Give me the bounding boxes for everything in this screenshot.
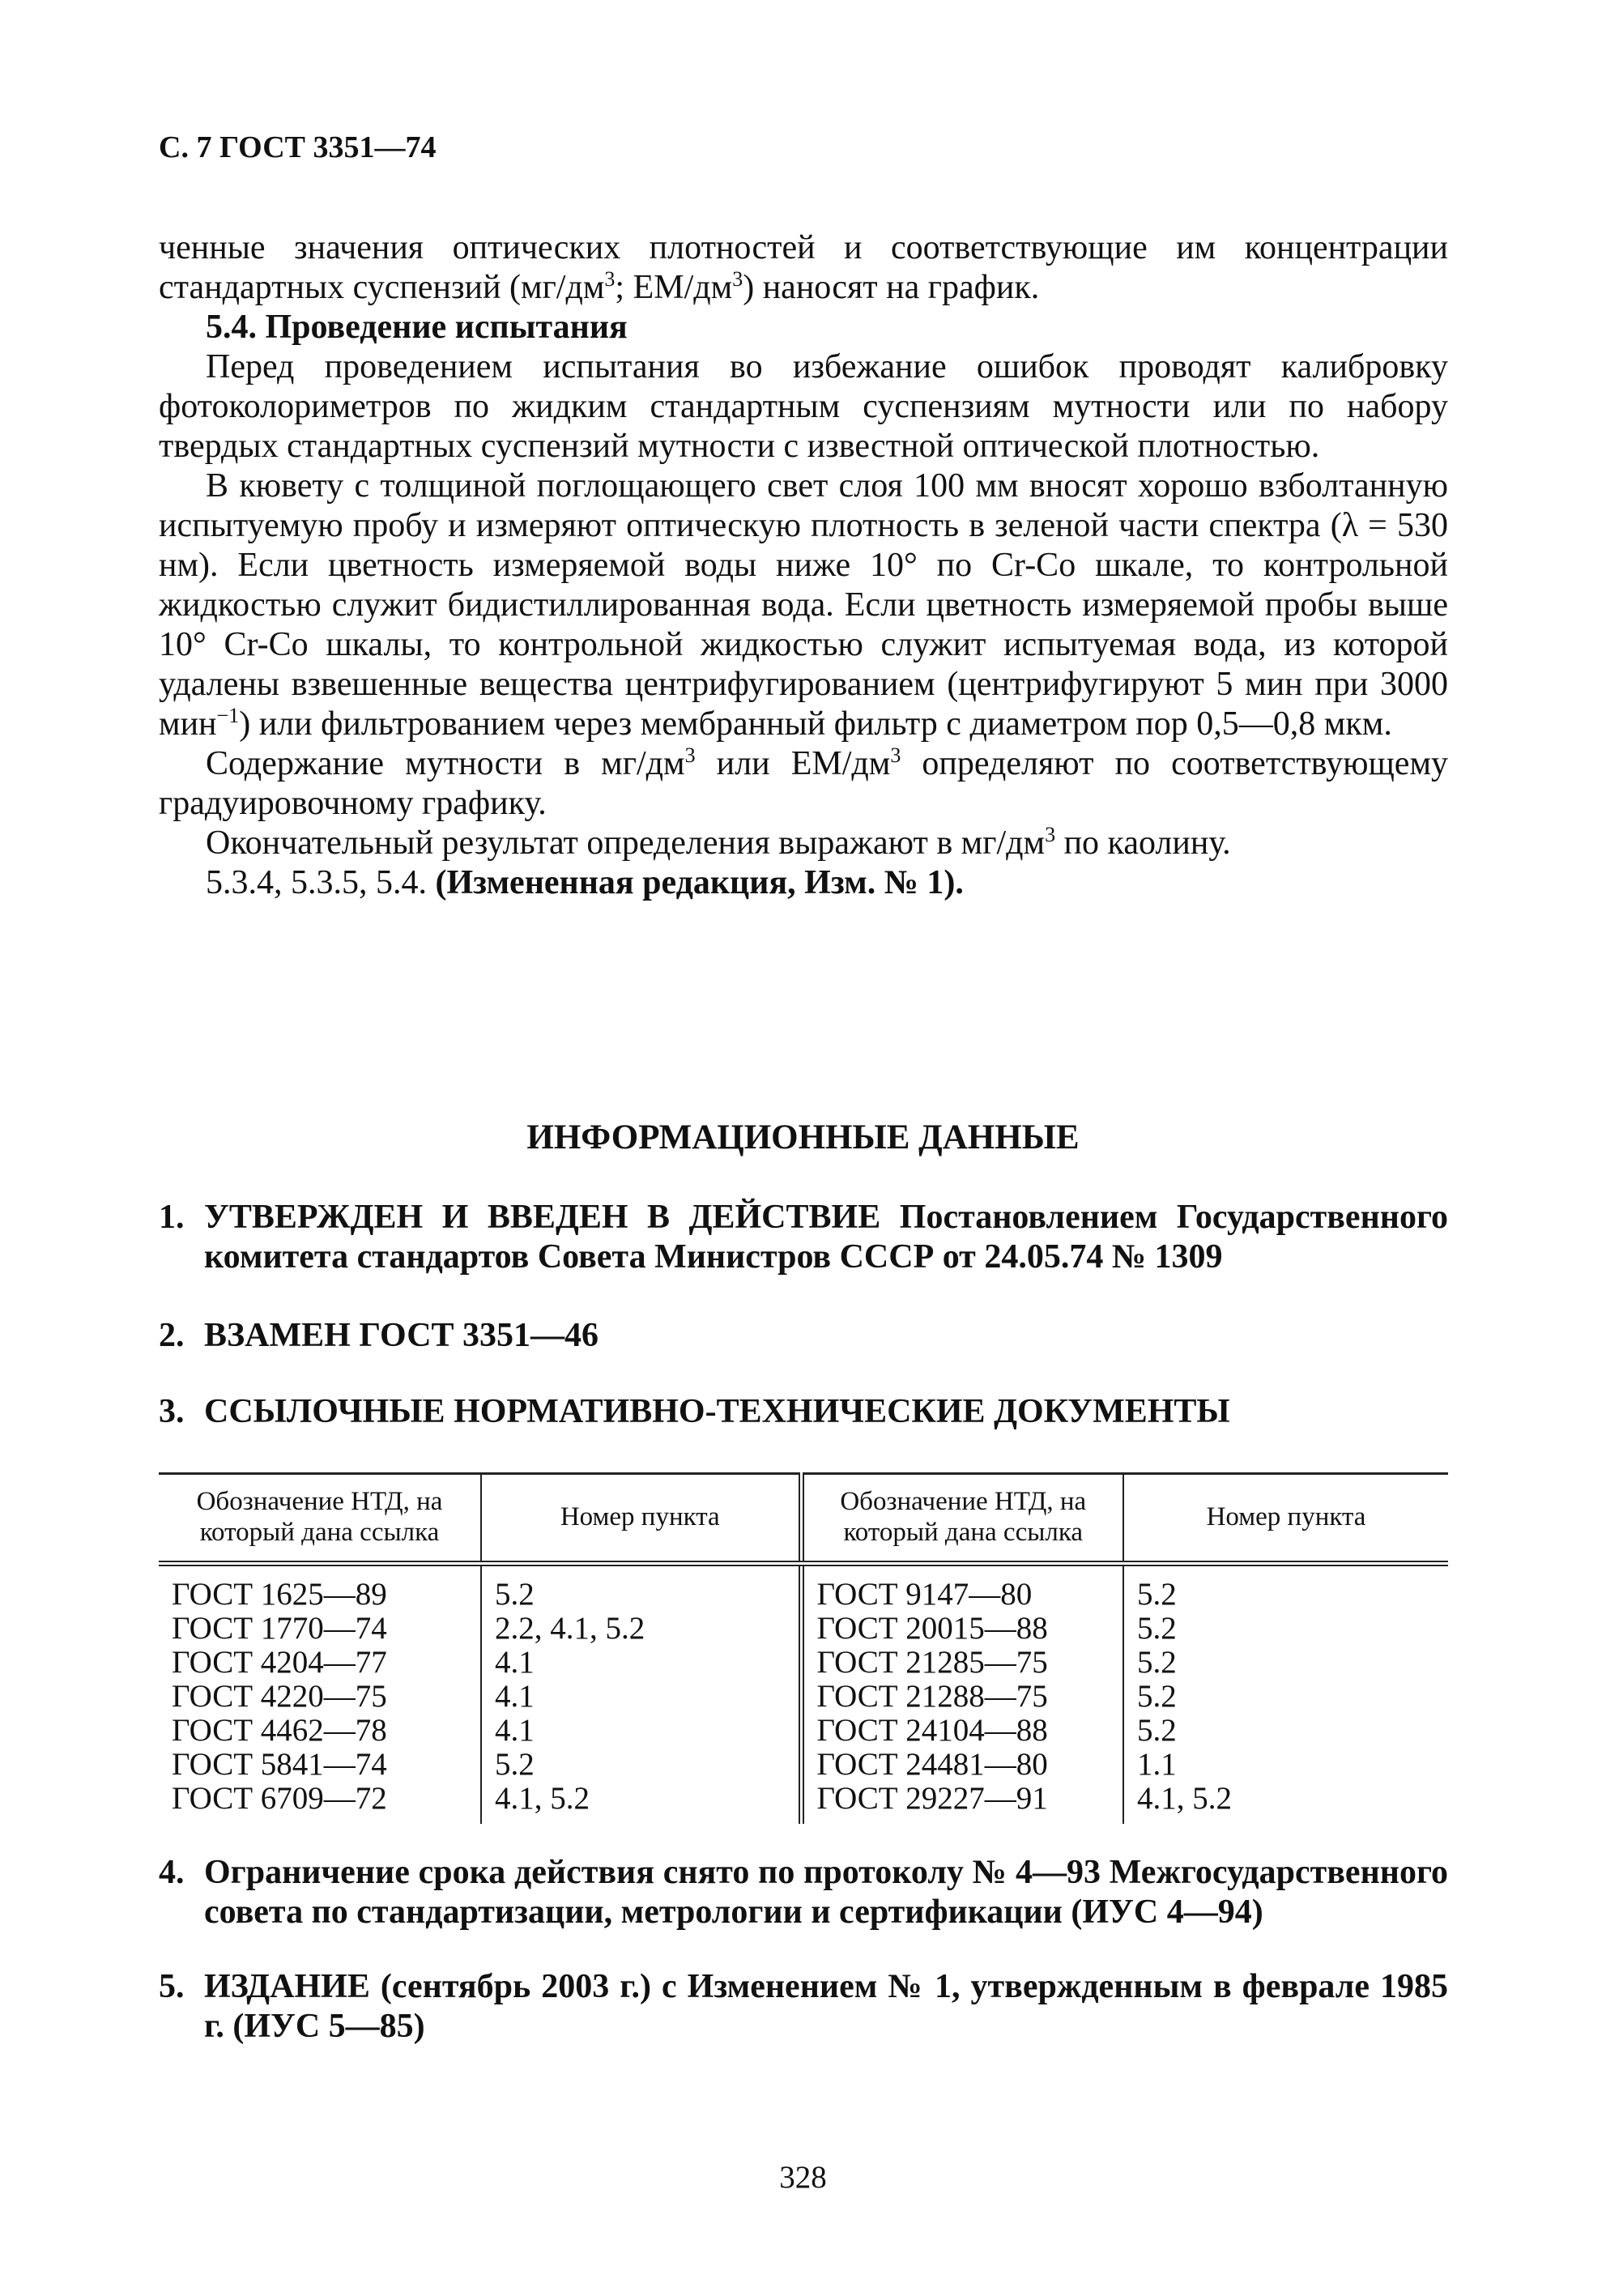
info-item-5: 5. ИЗДАНИЕ (сентябрь 2003 г.) с Изменением № 1, утвержденным в феврале 1985 г. (ИУС 5—85) — [159, 1968, 1448, 2045]
table-row: ГОСТ 4462—78 4.1 ГОСТ 24104—88 5.2 — [159, 1714, 1448, 1748]
table-row: ГОСТ 1625—89 5.2 ГОСТ 9147—80 5.2 — [159, 1564, 1448, 1612]
table-row: ГОСТ 4220—75 4.1 ГОСТ 21288—75 5.2 — [159, 1680, 1448, 1714]
paragraph-continuation: ченные значения оптических плотностей и соответствующие им концентрации стандартных суспензий ($мг/дм^3$; $ЕМ/дм^3$) наносят на график. — [159, 229, 1448, 306]
info-title: ИНФОРМАЦИОННЫЕ ДАННЫЕ — [526, 1118, 1080, 1157]
paragraph-measurement: В кювету с толщиной поглощающего свет слоя 100 мм вносят хорошо взболтанную испытуемую пробу и измеряют оптическую плотность в зеленой части спектра (λ = 530 нм). Если цветность измеряемой воды ниже 10° по Cr-Co шкале, то контрольной жидкостью служит бидистиллированная вода. Если цветность измеряемой пробы выше 10° Cr-Co шкалы, то контрольной жидкостью служит испытуемая вода, из которой удалены взвешенные вещества центрифугированием (центрифугируют 5 мин при 3000 мин$^{-1}$) или фильтрованием через мембранный фильтр с диаметром пор 0,5—0,8 мкм. — [159, 467, 1448, 743]
paragraph-calibration: Перед проведением испытания во избежание ошибок проводят калибровку фотоколориметров по жидким стандартным суспензиям мутности или по набору твердых стандартных суспензий мутности с известной оптической плотностью. — [159, 348, 1448, 465]
table-header-cell: Номер пункта — [1123, 1474, 1448, 1564]
body-text — [159, 228, 1448, 903]
table-row: ГОСТ 4204—77 4.1 ГОСТ 21285—75 5.2 — [159, 1646, 1448, 1680]
table-header-cell: Обозначение НТД, на который дана ссылка — [159, 1474, 481, 1564]
paragraph-result: Окончательный результат определения выражают в $мг/дм^3$ по каолину. — [206, 823, 1231, 862]
info-item-3: 3. ССЫЛОЧНЫЕ НОРМАТИВНО-ТЕХНИЧЕСКИЕ ДОКУМЕНТЫ — [159, 1393, 1230, 1430]
table-row: ГОСТ 6709—72 4.1, 5.2 ГОСТ 29227—91 4.1, 5.2 — [159, 1782, 1448, 1824]
table-header-cell: Обозначение НТД, на который дана ссылка — [801, 1474, 1123, 1564]
table-header-cell: Номер пункта — [481, 1474, 801, 1564]
info-item-1: 1. УТВЕРЖДЕН И ВВЕДЕН В ДЕЙСТВИЕ Постановлением Государственного комитета стандартов Совета Министров СССР от 24.05.74 № 1309 — [159, 1199, 1448, 1276]
info-item-2: 2. ВЗАМЕН ГОСТ 3351—46 — [159, 1317, 599, 1354]
section-heading-5-4: 5.4. Проведение испытания — [206, 309, 628, 346]
paragraph-content: Содержание мутности в $мг/дм^3$ или $ЕМ/дм^3$ определяют по соответствующему градуировочному графику. — [159, 743, 1449, 822]
page-number: 328 — [779, 2160, 827, 2195]
paragraph-revision-note: 5.3.4, 5.3.5, 5.4. (Измененная редакция, Изм. № 1). — [206, 864, 964, 901]
info-item-4: 4. Ограничение срока действия снято по протоколу № 4—93 Межгосударственного совета по стандартизации, метрологии и сертификации (ИУС 4—94) — [159, 1854, 1448, 1931]
table-row: ГОСТ 5841—74 5.2 ГОСТ 24481—80 1.1 — [159, 1748, 1448, 1782]
table-row: ГОСТ 1770—74 2.2, 4.1, 5.2 ГОСТ 20015—88 5.2 — [159, 1612, 1448, 1646]
references-table — [159, 1472, 1448, 1824]
table-header-row — [159, 1474, 1448, 1564]
page-header: С. 7 ГОСТ 3351—74 — [159, 130, 437, 164]
